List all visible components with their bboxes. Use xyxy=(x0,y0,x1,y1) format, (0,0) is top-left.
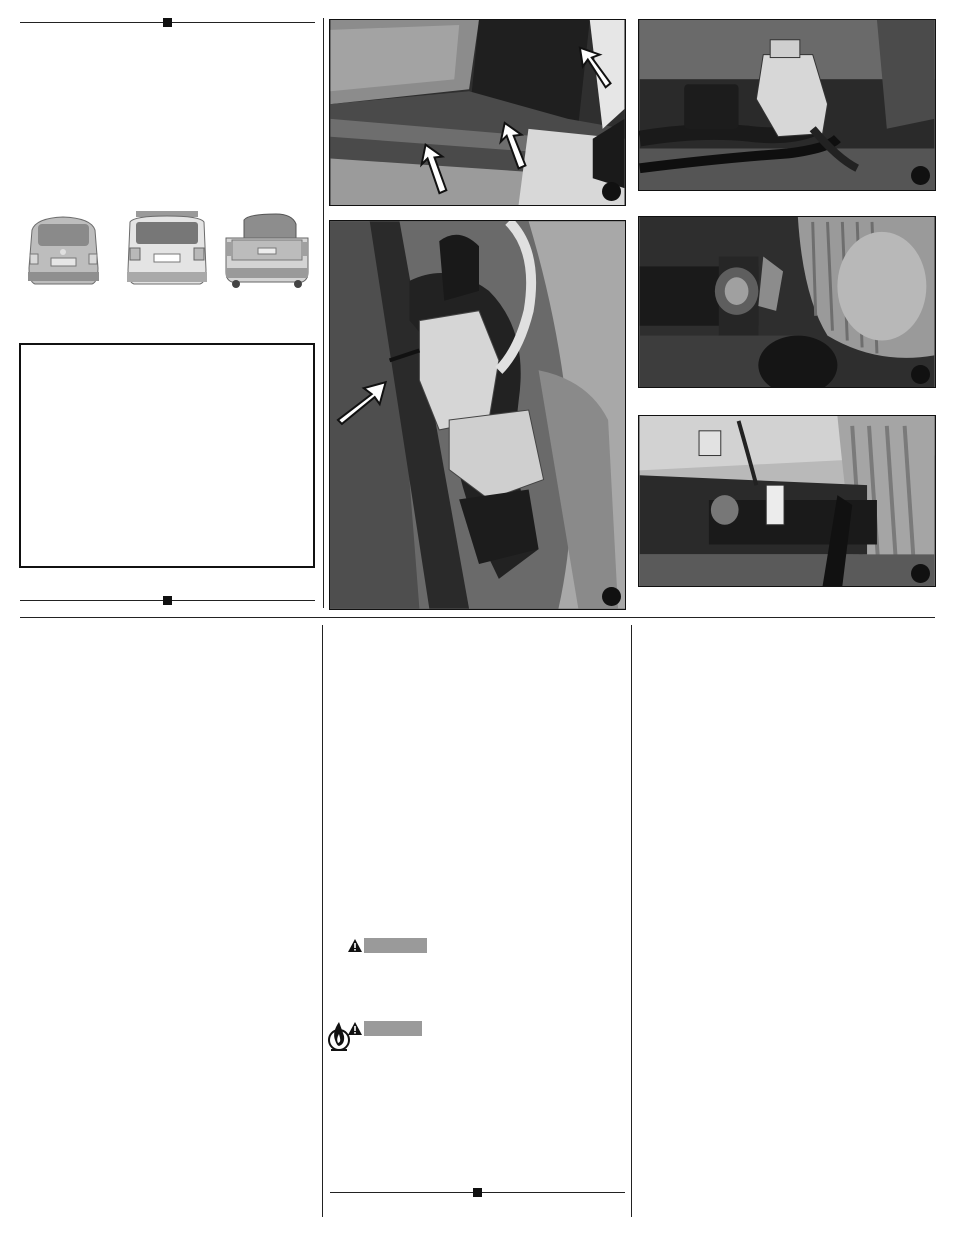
fig-door-sill xyxy=(329,19,626,206)
lower-column-divider-right xyxy=(631,625,632,1217)
figure-marker xyxy=(602,587,621,606)
info-box xyxy=(19,343,315,568)
fig-kick-panel-harness xyxy=(329,220,626,610)
warning-signal-label xyxy=(364,1021,422,1036)
page-section-divider xyxy=(20,617,935,618)
warning-triangle-icon xyxy=(348,1022,362,1035)
vehicle-pathfinder-image xyxy=(22,210,105,288)
caution-signal-label xyxy=(364,938,427,953)
top-left-rule-marker xyxy=(163,18,172,27)
lower-column-divider-left xyxy=(322,625,323,1217)
harness-photo xyxy=(330,221,625,609)
door-sill-photo xyxy=(330,20,625,205)
suv-rear-icon xyxy=(122,208,212,290)
figure-marker xyxy=(911,166,930,185)
vehicle-xterra-image xyxy=(122,208,212,290)
figure-marker xyxy=(911,564,930,583)
connector-photo xyxy=(639,20,935,190)
mounted-connector-photo xyxy=(639,416,935,586)
suv-rear-icon xyxy=(22,210,105,288)
fig-mounted-connector xyxy=(638,415,936,587)
left-column-bottom-rule-marker xyxy=(163,596,172,605)
middle-column-bottom-rule-marker xyxy=(473,1188,482,1197)
figure-marker xyxy=(911,365,930,384)
fig-harness-connector xyxy=(638,19,936,191)
vehicle-frontier-image xyxy=(222,210,312,288)
fig-frame-bracket xyxy=(638,216,936,388)
top-column-divider xyxy=(323,18,324,608)
flame-warning-icon xyxy=(328,1018,350,1052)
pickup-rear-icon xyxy=(222,210,312,288)
figure-marker xyxy=(602,182,621,201)
warning-triangle-icon xyxy=(348,939,362,952)
frame-photo xyxy=(639,217,935,387)
